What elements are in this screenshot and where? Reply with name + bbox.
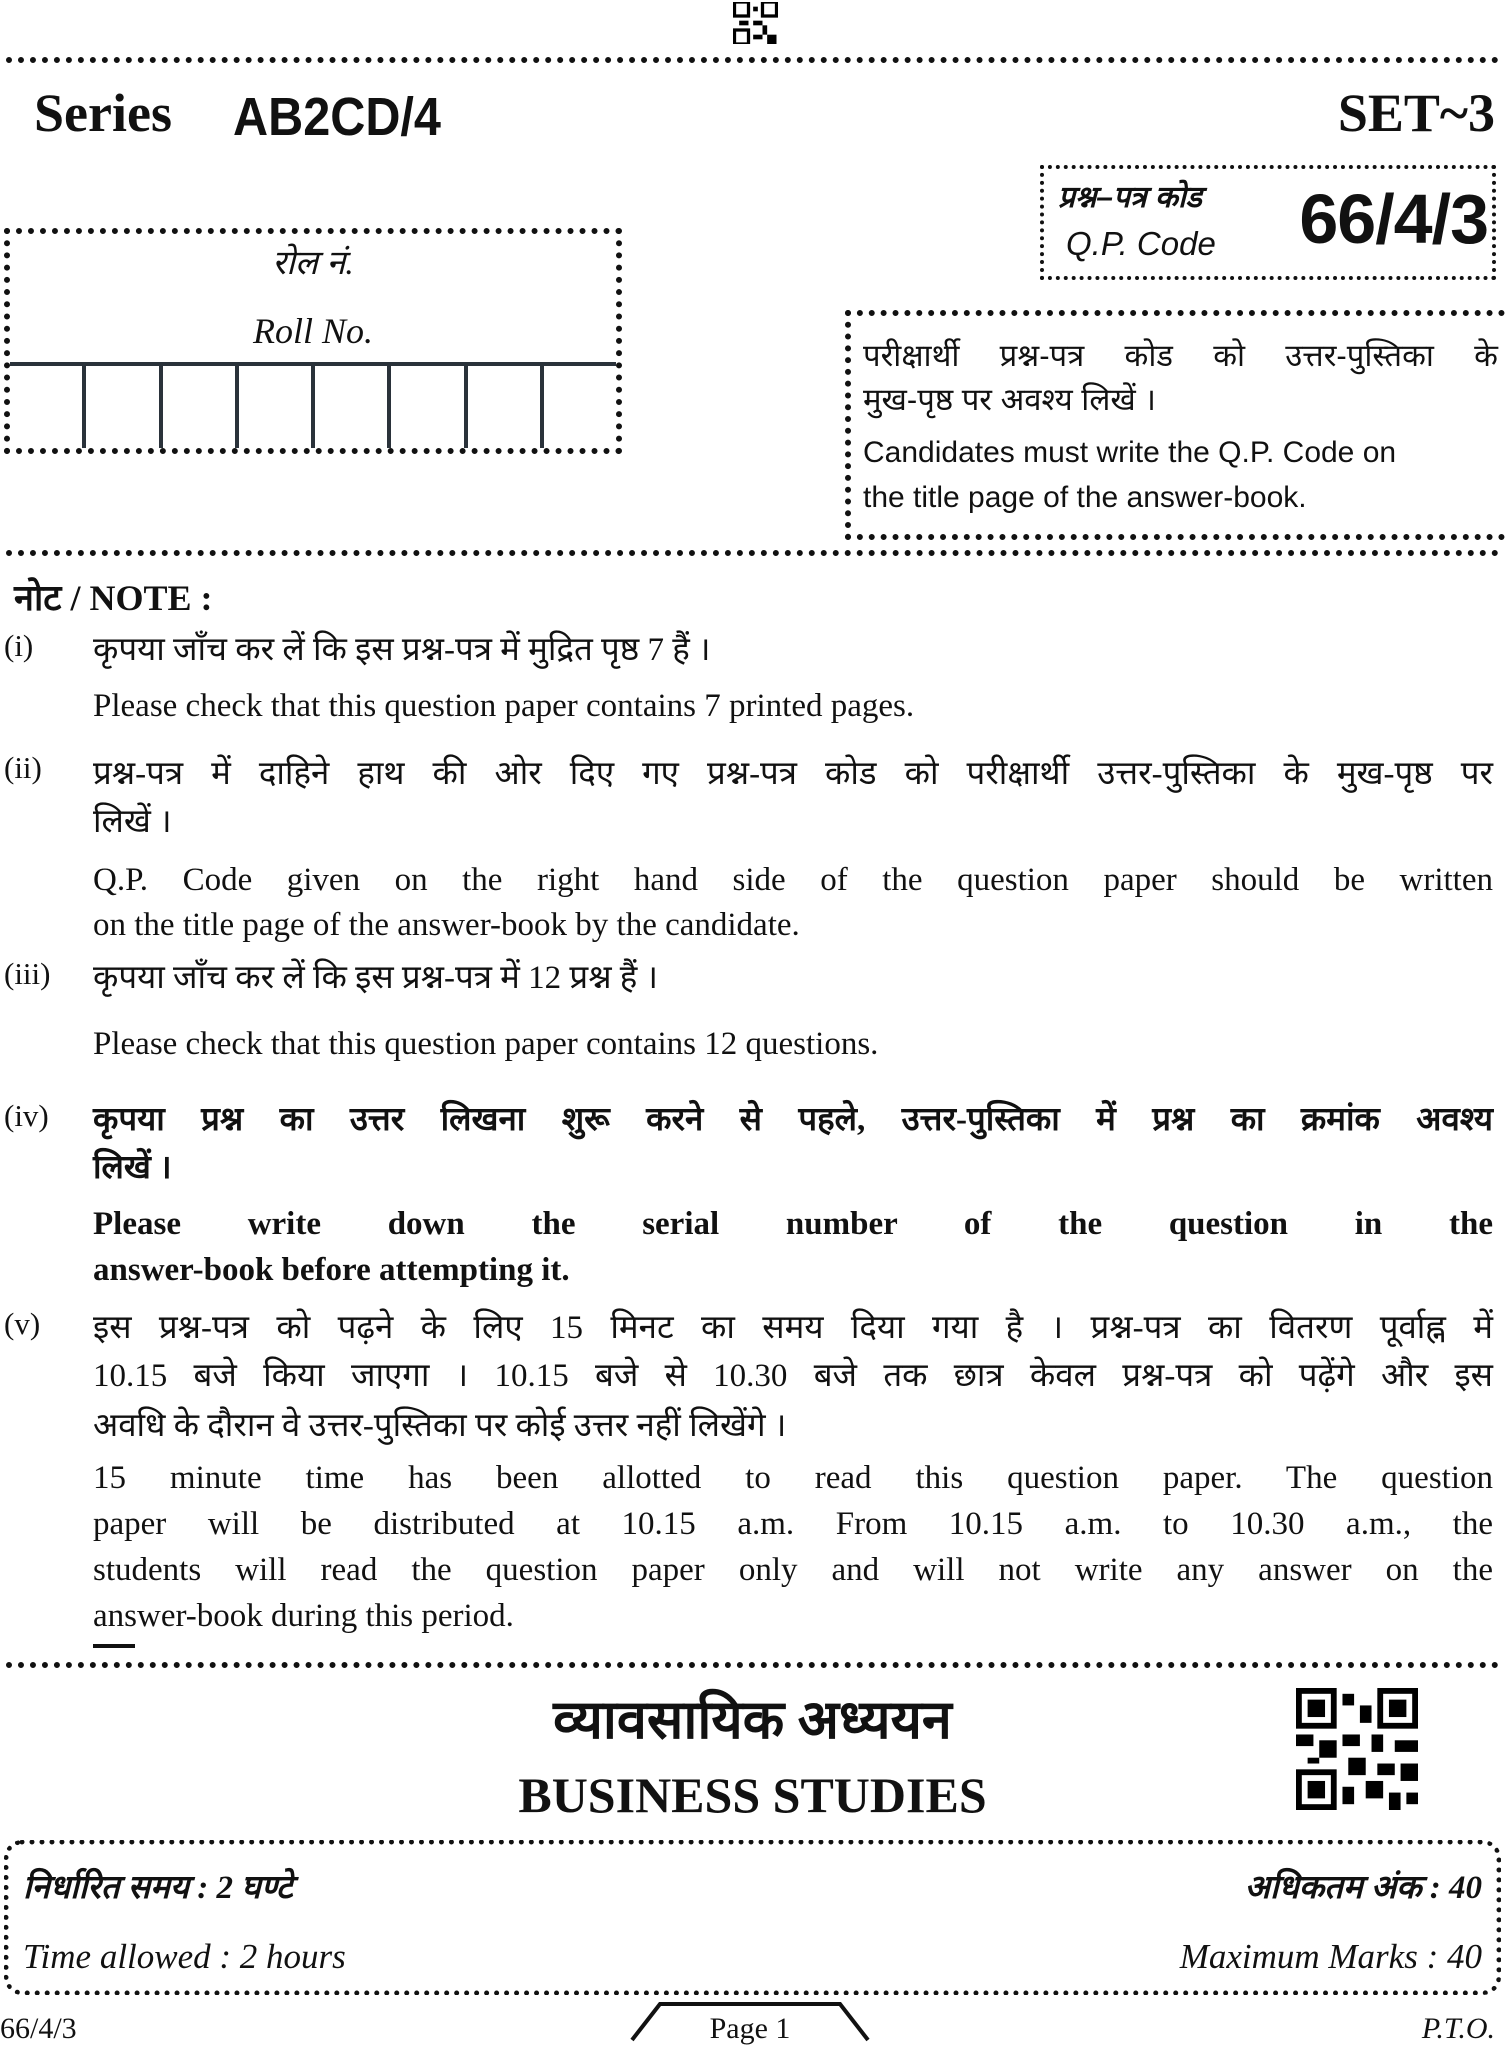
footer-qp-code: 66/4/3: [0, 2012, 77, 2045]
time-marks-box: [4, 1840, 1501, 1995]
note-item-number: (v): [4, 1306, 41, 1341]
note-item-english: answer-book before attempting it.: [93, 1252, 570, 1288]
note-item-hindi: लिखें ।: [93, 804, 172, 840]
underline-mark: [93, 1644, 135, 1648]
note-heading: नोट / NOTE :: [14, 578, 213, 618]
qp-code-value: 66/4/3: [1299, 180, 1488, 258]
note-item-english: paper will be distributed at 10.15 a.m. From 10.15 a.m. to 10.30 a.m., the: [93, 1506, 1493, 1542]
qp-code-hindi-label: प्रश्न–पत्र कोड: [1058, 181, 1202, 214]
note-divider: [6, 550, 1499, 556]
roll-cell[interactable]: [315, 366, 391, 448]
notice-hindi-line: मुख-पृष्ठ पर अवश्य लिखें ।: [863, 382, 1157, 417]
page-number-tab: [630, 2002, 870, 2045]
max-marks-english: Maximum Marks : 40: [1179, 1937, 1482, 1976]
roll-cell[interactable]: [468, 366, 544, 448]
roll-cell[interactable]: [163, 366, 239, 448]
roll-hindi-label: रोल नं.: [272, 245, 354, 282]
subject-qr-code-icon: [1296, 1688, 1418, 1810]
note-item-english: Q.P. Code given on the right hand side of the question paper should be written: [93, 862, 1493, 898]
candidate-notice-box: [845, 310, 1505, 540]
note-item-english: Please write down the serial number of the question in the: [93, 1206, 1493, 1242]
note-item-hindi: कृपया प्रश्न का उत्तर लिखना शुरू करने से पहले, उत्तर-पुस्तिका में प्रश्न का क्रमांक अवश्य: [93, 1102, 1493, 1138]
note-item-english: Please check that this question paper contains 7 printed pages.: [93, 688, 915, 724]
note-item-english: answer-book during this period.: [93, 1598, 514, 1634]
note-item-hindi: कृपया जाँच कर लें कि इस प्रश्न-पत्र में 12 प्रश्न हैं ।: [93, 960, 659, 996]
roll-cell[interactable]: [544, 366, 616, 448]
series-label: Series: [34, 83, 172, 143]
roll-cell[interactable]: [86, 366, 162, 448]
note-item-hindi: कृपया जाँच कर लें कि इस प्रश्न-पत्र में मुद्रित पृष्ठ 7 हैं ।: [93, 632, 711, 668]
roll-number-cells[interactable]: [10, 362, 616, 448]
top-qr-code-icon: [733, 2, 778, 44]
note-item-english: Please check that this question paper contains 12 questions.: [93, 1026, 879, 1062]
roll-number-box: [4, 228, 622, 454]
time-allowed-english: Time allowed : 2 hours: [23, 1937, 346, 1976]
note-item-number: (i): [4, 628, 34, 663]
pto-label: P.T.O.: [1421, 2012, 1495, 2045]
subject-english-title: BUSINESS STUDIES: [518, 1767, 987, 1823]
note-item-hindi: 10.15 बजे किया जाएगा । 10.15 बजे से 10.30 बजे तक छात्र केवल प्रश्न-पत्र को पढ़ेंगे और इस: [93, 1358, 1493, 1394]
note-item-number: (iv): [4, 1098, 49, 1133]
page-number: Page 1: [709, 2012, 791, 2045]
max-marks-hindi: अधिकतम अंक : 40: [1244, 1870, 1482, 1906]
note-item-hindi: प्रश्न-पत्र में दाहिने हाथ की ओर दिए गए प्रश्न-पत्र कोड को परीक्षार्थी उत्तर-पुस्तिका के मुख-पृष्ठ पर: [93, 756, 1493, 792]
notice-hindi-line: परीक्षार्थी प्रश्न-पत्र कोड को उत्तर-पुस्तिका के: [863, 338, 1498, 373]
note-item-number: (ii): [4, 750, 42, 785]
subject-hindi-title: व्यावसायिक अध्ययन: [553, 1690, 952, 1750]
note-item-hindi: अवधि के दौरान वे उत्तर-पुस्तिका पर कोई उत्तर नहीं लिखेंगे ।: [93, 1408, 787, 1444]
note-item-english: on the title page of the answer-book by the candidate.: [93, 907, 800, 943]
note-item-hindi: इस प्रश्न-पत्र को पढ़ने के लिए 15 मिनट का समय दिया गया है । प्रश्न-पत्र का वितरण पूर्वाह्न में: [93, 1310, 1493, 1346]
notice-english-line: Candidates must write the Q.P. Code on: [863, 436, 1397, 469]
roll-cell[interactable]: [10, 366, 86, 448]
roll-cell[interactable]: [239, 366, 315, 448]
qp-code-english-label: Q.P. Code: [1066, 225, 1216, 262]
note-item-english: 15 minute time has been allotted to read this question paper. The question: [93, 1460, 1493, 1496]
top-divider: [6, 57, 1499, 63]
subject-divider: [6, 1662, 1499, 1668]
note-item-hindi: लिखें ।: [93, 1150, 172, 1186]
roll-cell[interactable]: [391, 366, 467, 448]
roll-english-label: Roll No.: [252, 311, 373, 351]
note-item-english: students will read the question paper only and will not write any answer on the: [93, 1552, 1493, 1588]
qp-code-box: [1040, 165, 1496, 280]
series-code: AB2CD/4: [233, 87, 441, 147]
note-item-number: (iii): [4, 956, 51, 991]
notice-english-line: the title page of the answer-book.: [863, 481, 1307, 514]
set-number: SET~3: [1337, 83, 1495, 143]
time-allowed-hindi: निर्धारित समय : 2 घण्टे: [23, 1870, 293, 1906]
